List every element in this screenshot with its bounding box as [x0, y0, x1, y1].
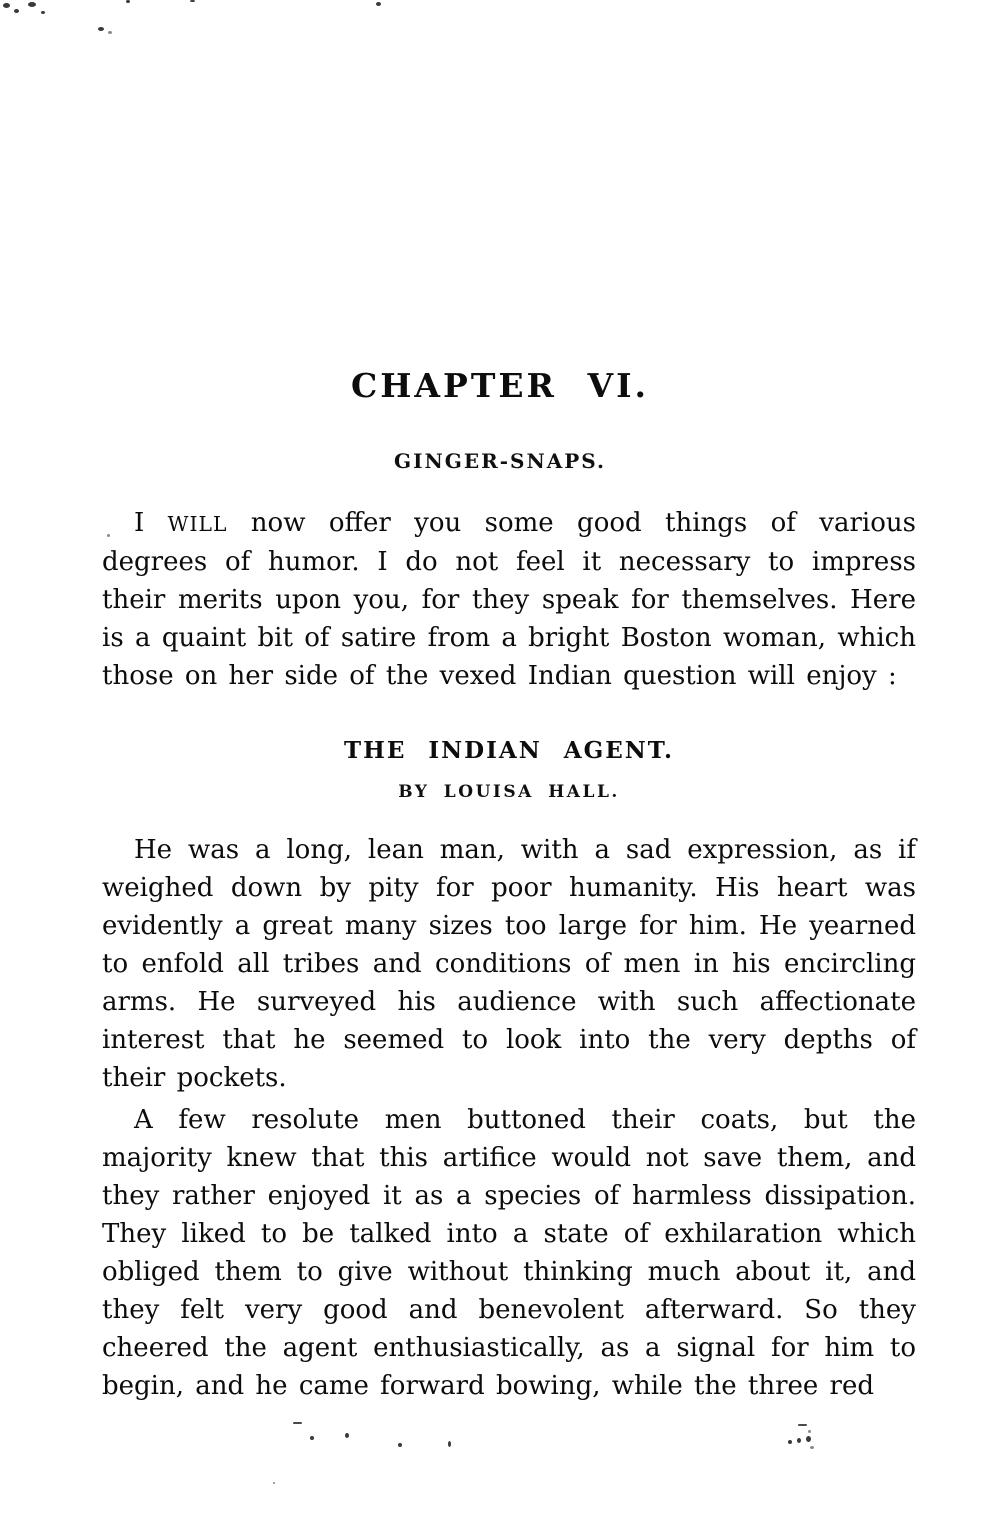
scan-speck	[810, 1446, 814, 1449]
byline: BY LOUISA HALL.	[398, 782, 620, 802]
story-paragraph: He was a long, lean man, with a sad expression, as if weighed down by pity for poor humanity. His heart was evidently a great many sizes too large for him. He yearned to enfold all tribes and conditions of men in his encircling arms. He surveyed his audience with such affectionate interest that he seemed to look into the very depths of their pockets.	[102, 835, 916, 1093]
scan-speck	[3, 3, 10, 8]
scan-speck	[41, 11, 45, 14]
story-paragraph: A few resolute men buttoned their coats, but the majority knew that this artifice would not save them, and they rather enjoyed it as a species of harmless dissipation. They liked to be talked into a state of exhilaration which obliged them to give without thinking much about it, and they felt very good and benevolent afterward. So they cheered the agent enthusiastically, as a signal for him to begin, and he came forward bowing, while the three red	[102, 1105, 916, 1401]
scan-speck	[345, 1433, 349, 1438]
scan-speck	[107, 534, 110, 537]
chapter-subtitle: GINGER-SNAPS.	[394, 449, 606, 473]
scan-speck	[108, 31, 112, 34]
scan-speck	[798, 1424, 807, 1426]
text-column	[102, 504, 916, 1405]
story-title: THE INDIAN AGENT.	[344, 737, 674, 764]
chapter-heading: CHAPTER VI.	[350, 366, 649, 405]
scan-speck	[126, 0, 130, 3]
scan-speck	[310, 1436, 314, 1440]
scan-speck	[190, 0, 195, 2]
scan-speck	[293, 1422, 302, 1424]
scan-speck	[398, 1443, 402, 1447]
scan-speck	[448, 1441, 451, 1447]
scan-speck	[376, 2, 381, 6]
intro-lead-cap: I	[134, 508, 168, 538]
intro-lead-smallcaps: WILL	[167, 512, 228, 536]
intro-paragraph	[102, 504, 916, 695]
scan-speck	[788, 1440, 792, 1444]
scan-speck	[28, 2, 36, 7]
scan-speck	[273, 1482, 275, 1484]
intro-paragraph-text: now offer you some good things of various degrees of humor. I do not feel it necessary to impress their merits upon you, for they speak for themselves. Here is a quaint bit of satire from a bright Boston woman, which those on her side of the vexed Indian question will enjoy :	[102, 508, 916, 691]
scan-speck	[14, 9, 19, 13]
scan-speck	[797, 1438, 801, 1443]
scan-speck	[806, 1436, 811, 1442]
scan-speck	[98, 27, 104, 31]
scan-speck	[808, 1430, 811, 1433]
